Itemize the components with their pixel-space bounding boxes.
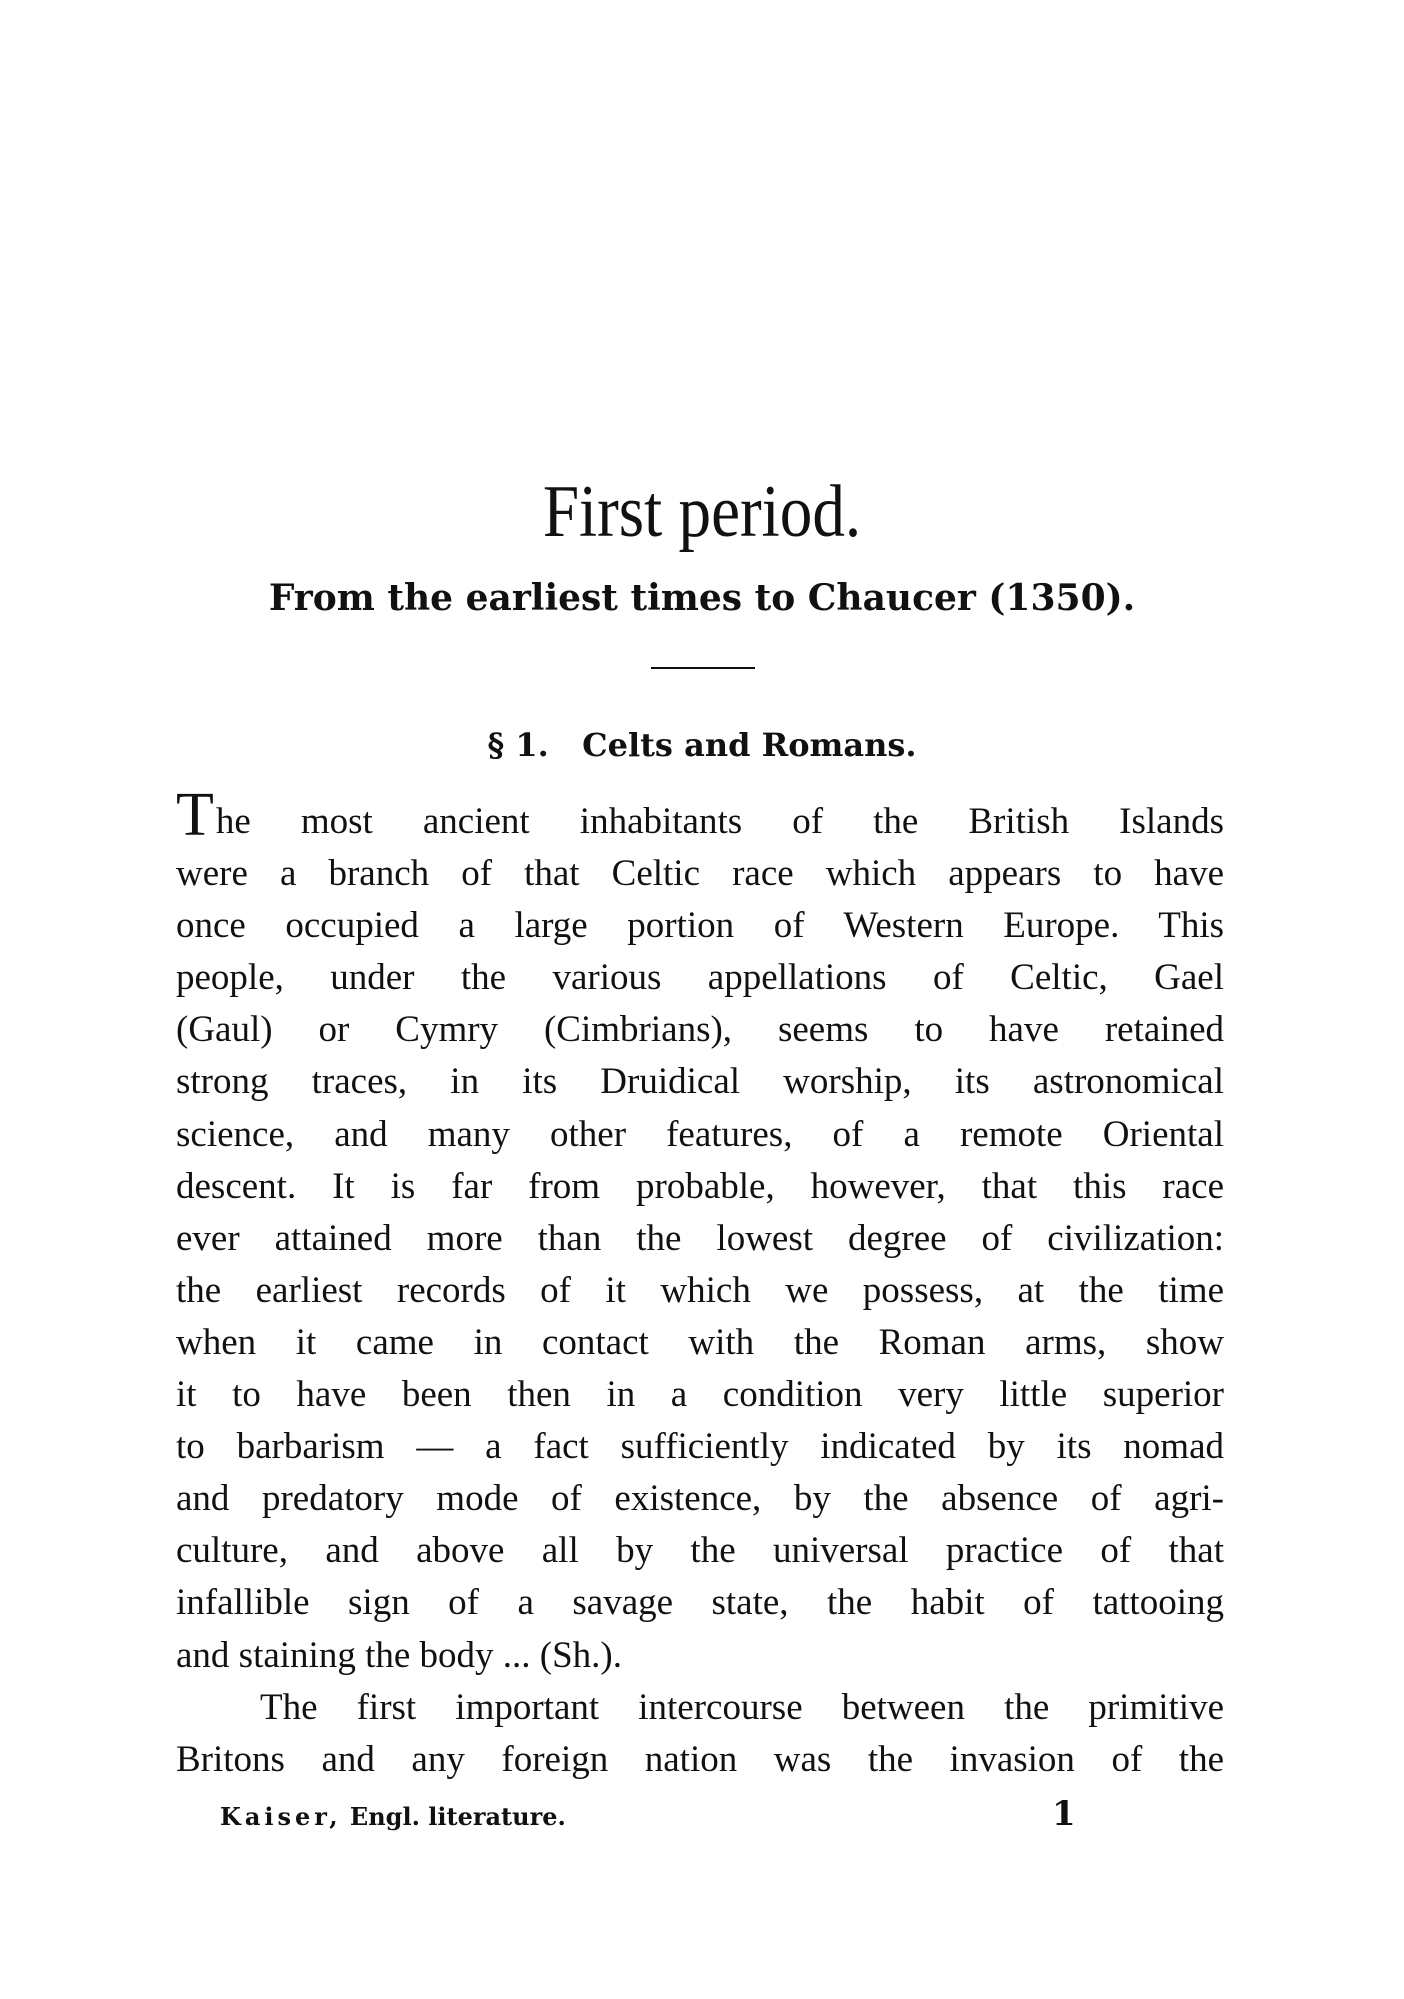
paragraph-2 (176, 1682, 1224, 1786)
text-line: descent. It is far from probable, however, that this race (176, 1165, 1224, 1207)
period-title: First period. (542, 471, 862, 553)
section-title: Celts and Romans. (582, 726, 917, 764)
section-heading (0, 725, 1404, 765)
text-line (176, 781, 1224, 849)
text-line: strong traces, in its Druidical worship, its astronomical (176, 1061, 1224, 1103)
signature-mark: 1 (1052, 1794, 1076, 1834)
text-line: ever attained more than the lowest degree of civilization: (176, 1217, 1224, 1259)
text-line: it to have been then in a condition very little superior (176, 1374, 1224, 1416)
text-line: (Gaul) or Cymry (Cimbrians), seems to have retained (176, 1009, 1224, 1051)
text-line: to barbarism — a fact sufficiently indicated by its nomad (176, 1426, 1224, 1468)
text-line: Britons and any foreign nation was the invasion of the (176, 1738, 1224, 1780)
text-line: and staining the body ... (Sh.). (176, 1634, 623, 1676)
footer-author: Kaiser, (220, 1802, 342, 1831)
text-line: once occupied a large portion of Western Europe. This (176, 905, 1224, 947)
period-subtitle: From the earliest times to Chaucer (1350). (268, 577, 1136, 619)
drop-cap: T (176, 781, 214, 849)
paragraph-1 (176, 781, 1224, 1682)
text-line: culture, and above all by the universal practice of that (176, 1530, 1224, 1572)
section-number: § 1. (487, 726, 549, 764)
footer-book-title: Engl. literature. (349, 1802, 566, 1831)
text-line: science, and many other features, of a remote Oriental (176, 1113, 1224, 1155)
text-line: infallible sign of a savage state, the habit of tattooing (176, 1582, 1224, 1624)
text-line: and predatory mode of existence, by the absence of agri- (176, 1478, 1224, 1520)
first-line-rest: he most ancient inhabitants of the British Islands (215, 801, 1224, 842)
text-line: the earliest records of it which we possess, at the time (176, 1269, 1224, 1311)
footer-signature (220, 1802, 566, 1832)
text-line: were a branch of that Celtic race which appears to have (176, 853, 1224, 895)
divider-rule (651, 667, 755, 669)
text-line: people, under the various appellations of Celtic, Gael (176, 957, 1224, 999)
body-text (176, 781, 1224, 1786)
text-line: when it came in contact with the Roman arms, show (176, 1321, 1224, 1363)
text-line: The first important intercourse between the primitive (260, 1686, 1224, 1728)
